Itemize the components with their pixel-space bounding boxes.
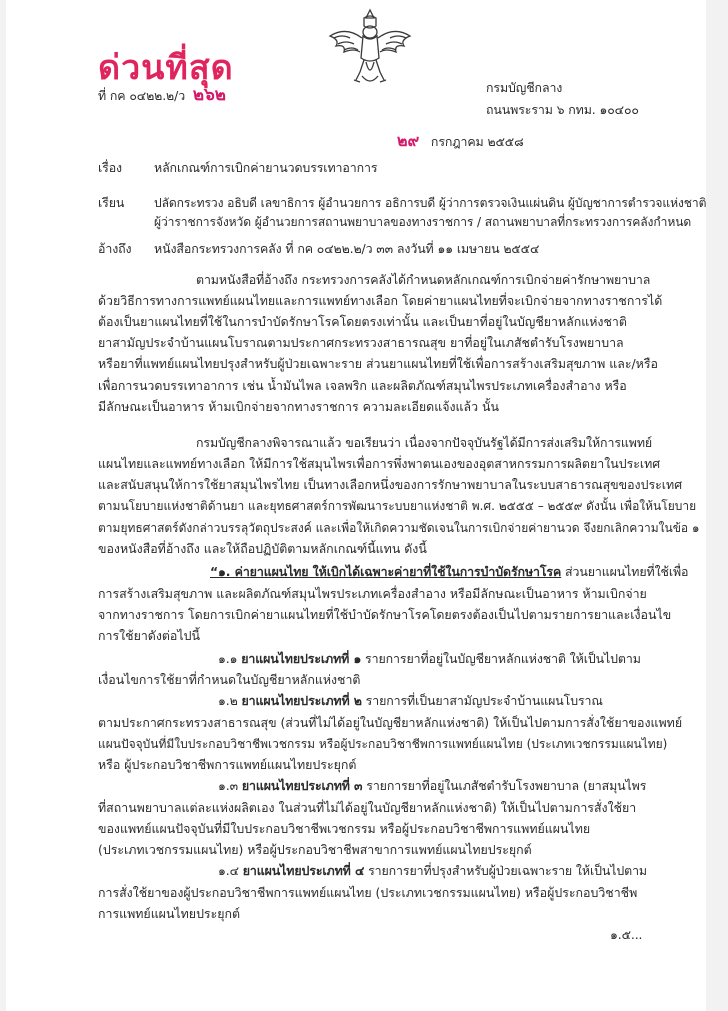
item-1-line: การใช้ยาดังต่อไปนี้ [98,628,200,643]
letter-date [397,129,524,154]
item-1-line: การสร้างเสริมสุขภาพ และผลิตภัณฑ์สมุนไพรประเภทเครื่องสำอาง หรือมีลักษณะเป็นอาหาร ห้ามเบิกจ่าย [98,586,647,601]
sub-item-first: รายการที่เป็นยาสามัญประจำบ้านแผนโบราณ [361,693,603,708]
sub-item-line: การแพทย์แผนไทยประยุกต์ [98,906,241,921]
sub-item-num: ๑.๒ [218,693,238,708]
sub-item-num: ๑.๓ [218,778,238,793]
item-1-lead-rest: ส่วนยาแผนไทยที่ใช้เพื่อ [561,564,689,579]
paragraph-line: มีลักษณะเป็นอาหาร ห้ามเบิกจ่ายจากทางราชการ ความละเอียดแจ้งแล้ว นั้น [98,399,499,414]
reference-text: หนังสือกระทรวงการคลัง ที่ กค ๐๔๒๒.๒/ว ๓๓ ลงวันที่ ๑๑ เมษายน ๒๕๕๔ [154,241,540,256]
recipient-line-2: ผู้ว่าราชการจังหวัด ผู้อำนวยการสถานพยาบาลของทางราชการ / สถานพยาบาลที่กระทรวงการคลังกำหนด [154,215,692,229]
sub-item-first: รายการยาที่อยู่ในบัญชียาหลักแห่งชาติ ให้เป็นไปตาม [361,651,641,666]
item-1-lead-bold: “๑. ค่ายาแผนไทย ให้เบิกได้เฉพาะค่ายาที่ใช้ในการบำบัดรักษาโรค [210,564,562,579]
paragraph-line: ตามนโยบายแห่งชาติด้านยา และยุทธศาสตร์การพัฒนาระบบยาแห่งชาติ พ.ศ. ๒๕๕๕ – ๒๕๕๙ ดังนั้น เพื่อให้นโยบาย [98,499,697,513]
sub-item-line: แผนปัจจุบันที่มีใบประกอบวิชาชีพเวชกรรม หรือผู้ประกอบวิชาชีพการแพทย์แผนไทย (ประเภทเวชกรรมแผนไทย) [98,737,668,751]
doc-ref-handwritten-number: ๒๖๒ [192,85,226,105]
item-1-line: จากทางราชการ โดยการเบิกค่ายาแผนไทยที่ใช้บำบัดรักษาโรคโดยตรงต้องเป็นไปตามรายการยาและเงื่อนไข [98,607,672,622]
paragraph-line: ตามหนังสือที่อ้างถึง กระทรวงการคลังได้กำหนดหลักเกณฑ์การเบิกจ่ายค่ารักษาพยาบาล [196,272,651,287]
urgent-stamp: ด่วนที่สุด [98,48,234,88]
sub-item-first: รายการยาที่ปรุงสำหรับผู้ป่วยเฉพาะราย ให้เป็นไปตาม [364,863,647,878]
sub-item-lead [218,692,603,711]
sub-item-title: ยาแผนไทยประเภทที่ ๒ [241,693,362,708]
sub-item-lead [218,650,641,669]
sub-item-line: (ประเภทเวชกรรมแผนไทย) หรือผู้ประกอบวิชาชีพสาขาการแพทย์แผนไทยประยุกต์ [98,842,532,857]
sub-item-line: หรือ ผู้ประกอบวิชาชีพการแพทย์แผนไทยประยุกต์ [98,757,357,772]
sub-item-title: ยาแผนไทยประเภทที่ ๔ [242,863,365,878]
sub-item-line: การสั่งใช้ยาของผู้ประกอบวิชาชีพการแพทย์แผนไทย (ประเภทเวชกรรมแผนไทย) หรือผู้ประกอบวิชาชีพ [98,885,638,900]
recipient-label: เรียน [98,195,125,210]
sender-name: กรมบัญชีกลาง [486,80,563,95]
paragraph-line: ด้วยวิธีการทางการแพทย์แผนไทยและการแพทย์ทางเลือก โดยค่ายาแผนไทยที่จะเบิกจ่ายจากทางราชการได้ [98,293,663,308]
subject-text: หลักเกณฑ์การเบิกค่ายานวดบรรเทาอาการ [154,160,378,175]
reference-label: อ้างถึง [98,241,132,256]
sub-item-num: ๑.๑ [218,651,238,666]
sub-item-first: รายการยาที่อยู่ในเภสัชตำรับโรงพยาบาล (ยาสมุนไพร [362,778,647,793]
paragraph-line: และสนับสนุนให้การใช้ยาสมุนไพรไทย เป็นทางเลือกหนึ่งของการรักษาพยาบาลในระบบสาธารณสุขของประเทศ [98,477,683,492]
date-month-year: กรกฎาคม ๒๕๕๘ [430,134,524,149]
recipient-line-1: ปลัดกระทรวง อธิบดี เลขาธิการ ผู้อำนวยการ อธิการบดี ผู้ว่าการตรวจเงินแผ่นดิน ผู้บัญชาการตำรวจแห่งชาติ [154,196,706,210]
sub-item-line: เงื่อนไขการใช้ยาที่กำหนดในบัญชียาหลักแห่งชาติ [98,672,361,687]
sub-item-line: ที่สถานพยาบาลแต่ละแห่งผลิตเอง ในส่วนที่ไม่ได้อยู่ในบัญชียาหลักแห่งชาติ) ให้เป็นไปตามการสั่งใช้ยา [98,800,637,815]
paragraph-line: ตามยุทธศาสตร์ดังกล่าวบรรลุวัตถุประสงค์ และเพื่อให้เกิดความชัดเจนในการเบิกจ่ายค่ายานวด จึงยกเลิกความในข้อ ๑ [98,521,700,535]
sub-item-line: ของแพทย์แผนปัจจุบันที่มีใบประกอบวิชาชีพเวชกรรม หรือผู้ประกอบวิชาชีพการแพทย์แผนไทย [98,821,591,836]
paragraph-line: ของหนังสือที่อ้างถึง และให้ถือปฏิบัติตามหลักเกณฑ์นี้แทน ดังนี้ [98,541,427,556]
sub-item-lead [218,862,647,881]
paragraph-line: เพื่อการนวดบรรเทาอาการ เช่น น้ำมันไพล เจลพริก และผลิตภัณฑ์สมุนไพรประเภทเครื่องสำอาง หรือ [98,378,627,393]
sub-item-line: ตามประกาศกระทรวงสาธารณสุข (ส่วนที่ไม่ได้อยู่ในบัญชียาหลักแห่งชาติ) ให้เป็นไปตามการสั่งใช้ยาของแพทย์ [98,715,683,730]
subject-label: เรื่อง [98,160,122,175]
sub-item-title: ยาแผนไทยประเภทที่ ๑ [241,651,362,666]
garuda-emblem-icon [326,6,414,88]
continuation-marker: ๑.๕... [610,927,643,942]
paragraph-line: ยาสามัญประจำบ้านแผนโบราณตามประกาศกระทรวงสาธารณสุข ยาที่อยู่ในเภสัชตำรับโรงพยาบาล [98,335,624,350]
doc-ref-prefix: ที่ กค ๐๔๒๒.๒/ว [98,88,186,103]
sub-item-num: ๑.๔ [218,863,239,878]
paragraph-line: กรมบัญชีกลางพิจารณาแล้ว ขอเรียนว่า เนื่องจากปัจจุบันรัฐได้มีการส่งเสริมให้การแพทย์ [196,435,653,450]
paragraph-line: ต้องเป็นยาแผนไทยที่ใช้ในการบำบัดรักษาโรคโดยตรงเท่านั้น และเป็นยาที่อยู่ในบัญชียาหลักแห่งชาติ [98,314,627,329]
doc-ref [98,81,226,108]
paragraph-line: แผนไทยและแพทย์ทางเลือก ให้มีการใช้สมุนไพรเพื่อการพึ่งพาตนเองของอุตสาหกรรมการผลิตยาในประเทศ [98,456,661,471]
item-1-lead [210,563,688,582]
document-page [6,0,706,1011]
sender-address: ถนนพระราม ๖ กทม. ๑๐๔๐๐ [486,102,639,117]
date-handwritten-day: ๒๙ [397,131,420,150]
sub-item-lead [218,777,646,796]
paragraph-line: หรือยาที่แพทย์แผนไทยปรุงสำหรับผู้ป่วยเฉพาะราย ส่วนยาแผนไทยที่ใช้เพื่อการสร้างเสริมสุขภาพ และ/หรือ [98,356,658,371]
sub-item-title: ยาแผนไทยประเภทที่ ๓ [241,778,363,793]
